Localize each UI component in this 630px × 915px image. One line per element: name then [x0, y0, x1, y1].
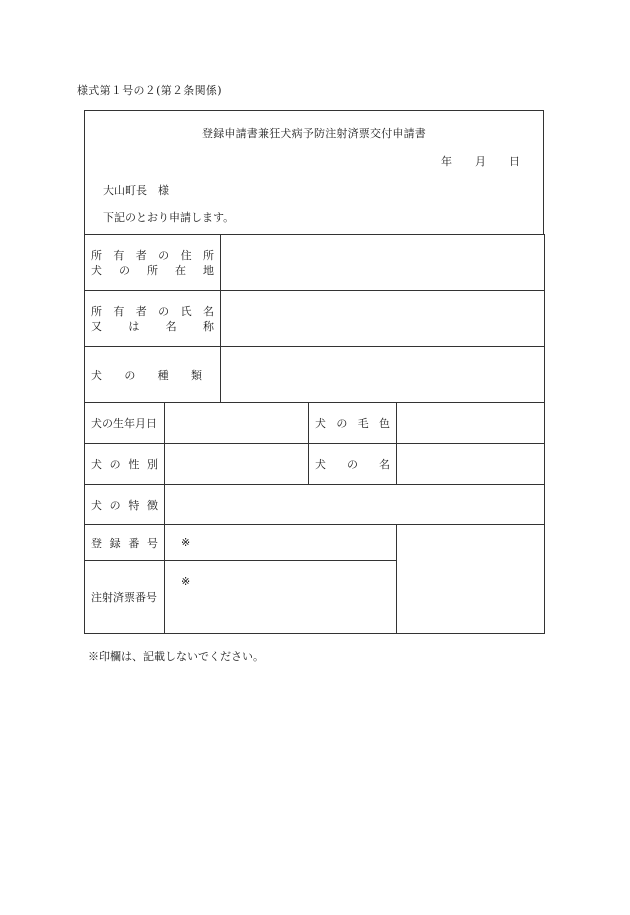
- date-month-label: 月: [475, 155, 486, 168]
- owner-name-label-line1: 所 有 者 の 氏 名: [91, 304, 214, 318]
- sex-name-row: [85, 444, 545, 485]
- features-label: 犬 の 特 徴: [85, 485, 165, 525]
- sex-label: 犬 の 性 別: [85, 444, 165, 485]
- owner-address-label: [85, 235, 221, 291]
- features-field[interactable]: [165, 485, 545, 525]
- tag-number-label: 注射済票番号: [85, 561, 165, 634]
- intro-statement: 下記のとおり申請します。: [103, 211, 235, 224]
- owner-address-label-line1: 所 有 者 の 住 所: [91, 248, 214, 262]
- office-use-mark: ※: [181, 575, 191, 588]
- birth-date-field[interactable]: [165, 403, 309, 444]
- features-row: [85, 485, 545, 525]
- owner-address-row: [85, 235, 545, 291]
- dog-name-label: 犬 の 名: [309, 444, 397, 485]
- breed-row: [85, 347, 545, 403]
- sex-field[interactable]: [165, 444, 309, 485]
- form-title: 登録申請書兼狂犬病予防注射済票交付申請書: [202, 127, 426, 140]
- date-day-label: 日: [509, 155, 520, 168]
- registration-number-label: 登 録 番 号: [85, 525, 165, 561]
- owner-name-field[interactable]: [221, 291, 545, 347]
- owner-name-row: [85, 291, 545, 347]
- coat-color-label: 犬 の 毛 色: [309, 403, 397, 444]
- footnote: ※印欄は、記載しないでください。: [88, 650, 264, 663]
- breed-field[interactable]: [221, 347, 545, 403]
- office-use-mark: ※: [181, 536, 191, 549]
- owner-name-label: [85, 291, 221, 347]
- addressee: 大山町長 様: [103, 184, 169, 197]
- date-year-label: 年: [441, 155, 452, 168]
- registration-number-field[interactable]: [165, 525, 397, 561]
- tag-number-field[interactable]: [165, 561, 397, 634]
- application-header-box: [84, 110, 544, 234]
- form-number-caption: 様式第１号の２(第２条関係): [77, 84, 222, 97]
- owner-name-label-line2: 又 は 名 称: [91, 319, 214, 333]
- dog-name-field[interactable]: [397, 444, 545, 485]
- birth-coat-row: [85, 403, 545, 444]
- application-form-table: [84, 234, 545, 634]
- breed-label: 犬 の 種 類: [85, 347, 221, 403]
- dog-location-label-line2: 犬 の 所 在 地: [91, 263, 214, 277]
- coat-color-field[interactable]: [397, 403, 545, 444]
- owner-address-field[interactable]: [221, 235, 545, 291]
- birth-date-label: 犬の生年月日: [85, 403, 165, 444]
- stamp-box: [397, 525, 545, 634]
- registration-number-row: [85, 525, 545, 561]
